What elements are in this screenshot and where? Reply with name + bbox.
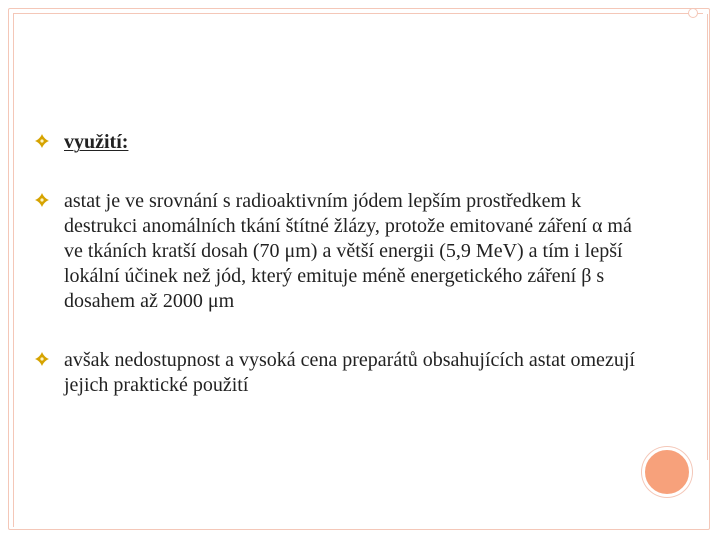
- right-border-line: [707, 14, 708, 460]
- paragraph-text: astat je ve srovnání s radioaktivním jódem lepším prostředkem k destrukci anomálních tkání štítné žlázy, protože emitované záření α má ve tkáních kratší dosah (70 μm) a větší energii (5,9 MeV) a tím i lepší lokální účinek než jód, který emituje méně energetického záření β s dosahem až 2000 μm: [64, 190, 632, 312]
- list-item: [34, 189, 654, 314]
- bullet-icon: [34, 351, 64, 367]
- bullet-icon: [34, 133, 64, 149]
- spacer: [34, 179, 654, 189]
- list-item: [34, 130, 654, 155]
- paragraph-text: avšak nedostupnost a vysoká cena preparátů obsahujících astat omezují jejich praktické použití: [64, 349, 635, 396]
- top-right-circle-icon: [688, 8, 698, 18]
- bottom-right-circle-icon: [642, 447, 692, 497]
- slide-content: [34, 130, 654, 422]
- spacer: [34, 338, 654, 348]
- heading-text: využití:: [64, 131, 129, 153]
- bullet-icon: [34, 192, 64, 208]
- list-item: [34, 348, 654, 398]
